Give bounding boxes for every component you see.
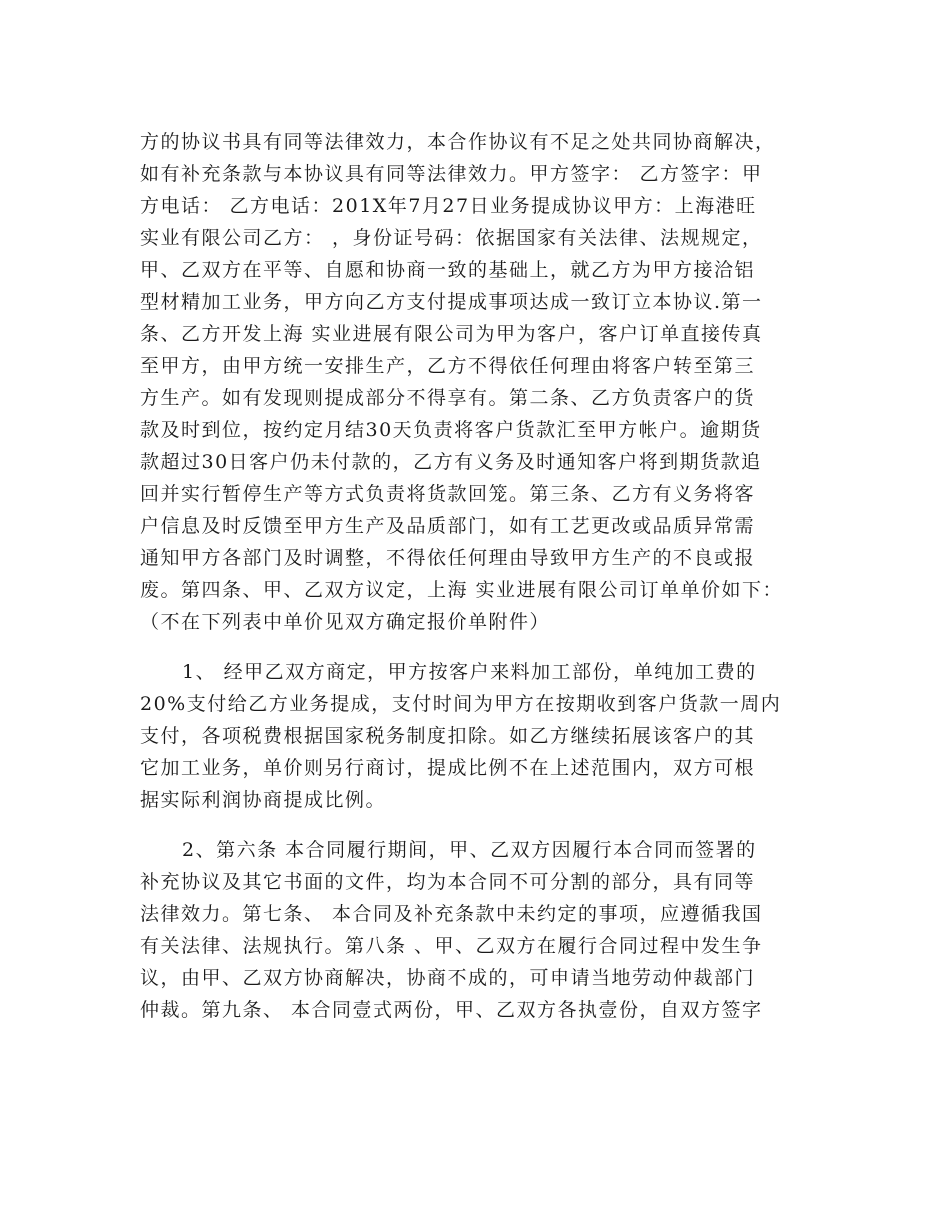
- text-line: （不在下列表中单价见双方确定报价单附件）: [140, 611, 551, 633]
- text-line: 方电话： 乙方电话：201X年7月27日业务提成协议甲方：上海港旺: [140, 195, 757, 217]
- text-line: 方生产。如有发现则提成部分不得享有。第二条、乙方负责客户的货: [140, 387, 756, 409]
- text-line: 至甲方，由甲方统一安排生产，乙方不得依任何理由将客户转至第三: [140, 355, 756, 377]
- text-line: 20%支付给乙方业务提成，支付时间为甲方在按期收到客户货款一周内: [140, 693, 782, 715]
- text-line: 仲裁。第九条、 本合同壹式两份，甲、乙双方各执壹份，自双方签字: [140, 999, 763, 1021]
- text-line: 型材精加工业务，甲方向乙方支付提成事项达成一致订立本协议.第一: [140, 291, 763, 313]
- text-line: 条、乙方开发上海 实业进展有限公司为甲为客户，客户订单直接传真: [140, 323, 763, 345]
- text-line: 支付，各项税费根据国家税务制度扣除。如乙方继续拓展该客户的其: [140, 725, 756, 747]
- text-line: 补充协议及其它书面的文件，均为本合同不可分割的部分，具有同等: [140, 871, 756, 893]
- text-line: 有关法律、法规执行。第八条 、甲、乙双方在履行合同过程中发生争: [140, 935, 763, 957]
- text-line: 方的协议书具有同等法律效力，本合作协议有不足之处共同协商解决，: [140, 131, 776, 153]
- text-line: 废。第四条、甲、乙双方议定，上海 实业进展有限公司订单单价如下：: [140, 579, 784, 601]
- text-line: 通知甲方各部门及时调整，不得依任何理由导致甲方生产的不良或报: [140, 547, 756, 569]
- text-line: 据实际利润协商提成比例。: [140, 789, 387, 811]
- text-line: 回并实行暂停生产等方式负责将货款回笼。第三条、乙方有义务将客: [140, 483, 756, 505]
- text-line: 实业有限公司乙方： ，身份证号码：依据国家有关法律、法规规定，: [140, 227, 763, 249]
- text-line: 户信息及时反馈至甲方生产及品质部门，如有工艺更改或品质异常需: [140, 515, 756, 537]
- text-line: 甲、乙双方在平等、自愿和协商一致的基础上，就乙方为甲方接洽铝: [140, 259, 756, 281]
- text-line: 它加工业务，单价则另行商讨，提成比例不在上述范围内，双方可根: [140, 757, 756, 779]
- text-line: 款超过30日客户仍未付款的，乙方有义务及时通知客户将到期货款追: [140, 451, 762, 473]
- text-line: 法律效力。第七条、 本合同及补充条款中未约定的事项，应遵循我国: [140, 903, 763, 925]
- text-line: 如有补充条款与本协议具有同等法律效力。甲方签字： 乙方签字：甲: [140, 163, 763, 185]
- text-line: 款及时到位，按约定月结30天负责将客户货款汇至甲方帐户。逾期货: [140, 419, 762, 441]
- text-line: 议，由甲、乙双方协商解决，协商不成的，可申请当地劳动仲裁部门: [140, 967, 756, 989]
- text-line: 1、 经甲乙双方商定，甲方按客户来料加工部份，单纯加工费的: [182, 661, 757, 683]
- text-line: 2、第六条 本合同履行期间，甲、乙双方因履行本合同而签署的: [182, 839, 757, 861]
